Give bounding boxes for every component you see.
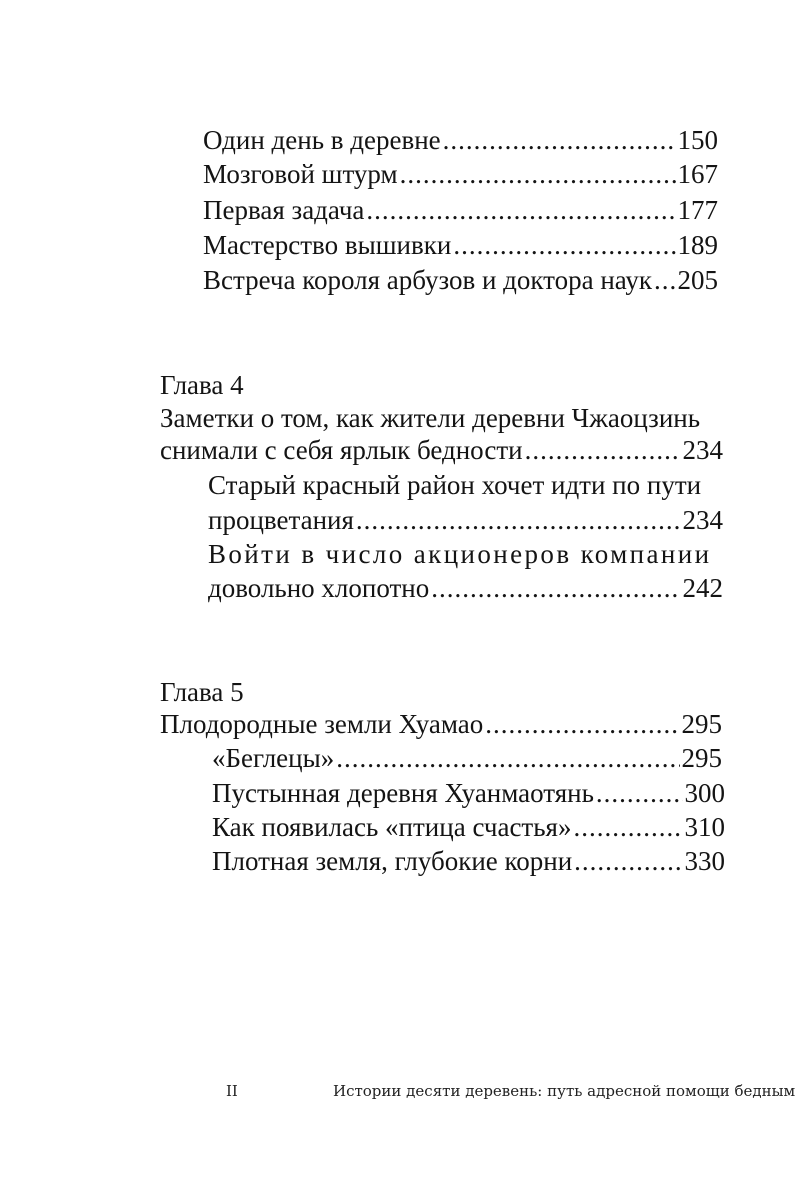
dot-leader xyxy=(356,502,681,538)
toc-entry-title: довольно хлопотно xyxy=(208,573,430,603)
toc-entry[interactable] xyxy=(203,156,718,192)
toc-entry[interactable] xyxy=(203,262,718,298)
toc-entry-page: 242 xyxy=(682,573,723,603)
chapter-title[interactable]: Заметки о том, как жители деревни Чжаоцзинь xyxy=(160,403,701,433)
toc-entry-title: Мозговой штурм xyxy=(203,159,398,189)
dot-leader xyxy=(336,740,679,776)
dot-leader xyxy=(431,570,680,606)
toc-entry-title: процветания xyxy=(208,505,354,535)
dot-leader xyxy=(443,122,676,158)
dot-leader xyxy=(453,227,675,263)
toc-entry-page: 167 xyxy=(677,159,718,189)
toc-entry-page: 177 xyxy=(677,195,718,225)
toc-entry-title: Встреча короля арбузов и доктора наук xyxy=(203,265,653,295)
toc-entry-page: 295 xyxy=(681,709,722,739)
toc-entry[interactable] xyxy=(160,432,723,468)
toc-entry-title: Один день в деревне xyxy=(203,125,441,155)
toc-entry[interactable] xyxy=(208,502,723,538)
toc-entry-title: «Беглецы» xyxy=(212,743,335,773)
chapter-heading: Глава 5 xyxy=(160,677,244,707)
toc-entry-title: Первая задача xyxy=(203,195,365,225)
chapter-heading: Глава 4 xyxy=(160,370,244,400)
toc-entry-title: Пустынная деревня Хуанмаотянь xyxy=(212,778,594,808)
toc-entry-title[interactable]: Старый красный район хочет идти по пути xyxy=(208,470,702,500)
toc-entry-page: 189 xyxy=(677,230,718,260)
toc-entry-title: Мастерство вышивки xyxy=(203,230,452,260)
toc-entry-page: 295 xyxy=(681,743,722,773)
page-number: II xyxy=(226,1082,238,1100)
dot-leader xyxy=(573,809,682,845)
dot-leader xyxy=(525,432,681,468)
dot-leader xyxy=(596,775,683,811)
toc-entry-page: 300 xyxy=(684,778,725,808)
toc-entry-page: 150 xyxy=(677,125,718,155)
dot-leader xyxy=(574,843,682,879)
toc-entry-title: Плодородные земли Хуамао xyxy=(160,709,484,739)
toc-entry-title: Плотная земля, глубокие корни xyxy=(212,846,573,876)
toc-entry[interactable] xyxy=(203,227,718,263)
toc-entry[interactable] xyxy=(203,122,718,158)
toc-entry-page: 330 xyxy=(684,846,725,876)
toc-entry-page: 205 xyxy=(677,265,718,295)
toc-entry-title: Как появилась «птица счастья» xyxy=(212,812,572,842)
dot-leader xyxy=(366,192,675,228)
toc-entry[interactable] xyxy=(203,192,718,228)
toc-entry[interactable] xyxy=(208,570,723,606)
dot-leader xyxy=(400,156,676,192)
running-title: Истории десяти деревень: путь адресной помощи бедным xyxy=(333,1082,796,1100)
toc-entry[interactable] xyxy=(212,843,725,879)
toc-entry-page: 234 xyxy=(682,505,723,535)
toc-entry[interactable] xyxy=(212,740,722,776)
dot-leader xyxy=(654,262,675,298)
dot-leader xyxy=(485,706,679,742)
toc-entry[interactable] xyxy=(212,775,725,811)
toc-entry-page: 234 xyxy=(682,435,723,465)
toc-entry-title[interactable]: Войти в число акционеров компании xyxy=(208,539,712,569)
toc-entry[interactable] xyxy=(212,809,725,845)
toc-entry[interactable] xyxy=(160,706,722,742)
toc-entry-page: 310 xyxy=(684,812,725,842)
toc-entry-title: снимали с себя ярлык бедности xyxy=(160,435,523,465)
